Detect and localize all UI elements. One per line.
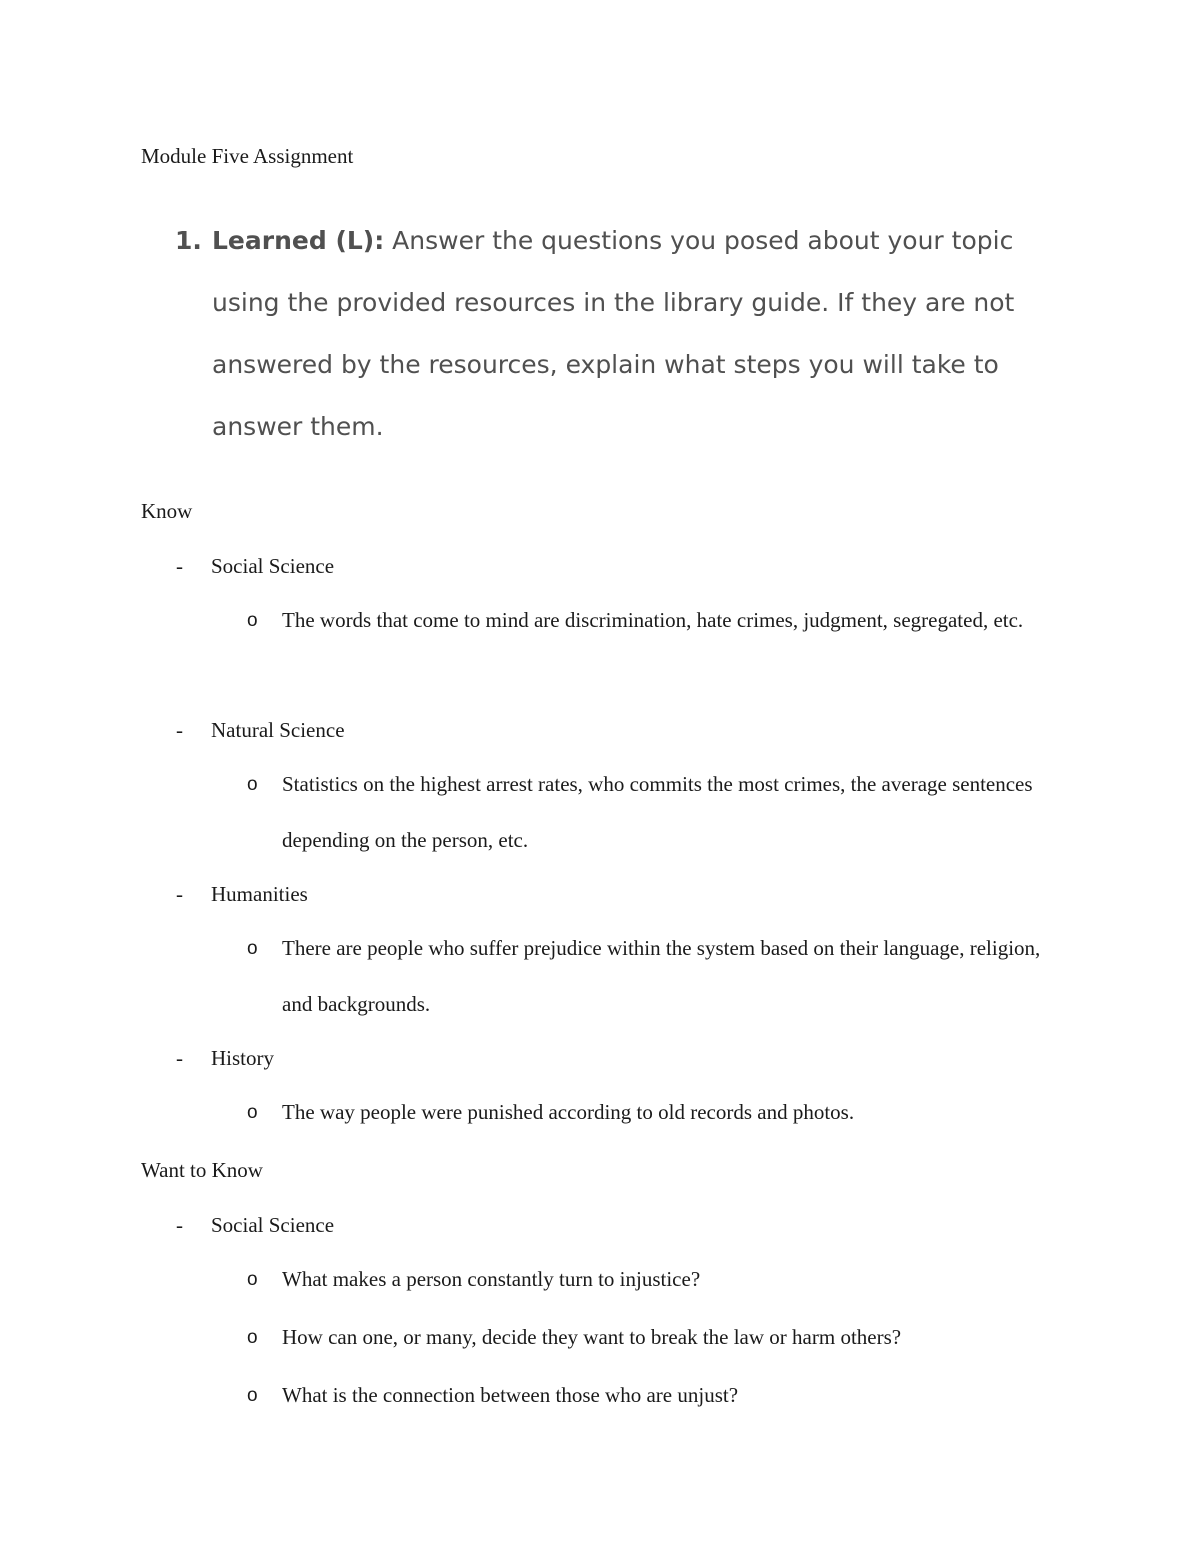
know-sub-item: Statistics on the highest arrest rates, who commits the most crimes, the average sentences depending on the person, etc. (282, 772, 1033, 852)
bullet-marker: o (247, 1327, 258, 1348)
bullet-marker: o (247, 1102, 258, 1123)
know-sub-item: There are people who suffer prejudice within the system based on their language, religion, and backgrounds. (282, 936, 1041, 1016)
question-lead: Learned (L): (212, 226, 385, 255)
know-item-label: Social Science (211, 554, 335, 578)
question-number: 1. (175, 226, 202, 255)
know-sub-item: The words that come to mind are discrimination, hate crimes, judgment, segregated, etc. (282, 608, 1024, 632)
dash-marker: - (176, 1046, 183, 1070)
dash-marker: - (176, 554, 183, 578)
want-sub-item: What makes a person constantly turn to injustice? (282, 1267, 701, 1291)
dash-marker: - (176, 882, 183, 906)
know-item-label: Natural Science (211, 718, 345, 742)
bullet-marker: o (247, 938, 258, 959)
dash-marker: - (176, 1213, 183, 1237)
question-1 (175, 210, 1075, 458)
want-heading: Want to Know (141, 1158, 263, 1182)
bullet-marker: o (247, 1269, 258, 1290)
bullet-marker: o (247, 774, 258, 795)
bullet-marker: o (247, 610, 258, 631)
know-sub-item: The way people were punished according to old records and photos. (282, 1100, 855, 1124)
want-sub-item: How can one, or many, decide they want to break the law or harm others? (282, 1325, 902, 1349)
dash-marker: - (176, 718, 183, 742)
want-sub-item: What is the connection between those who are unjust? (282, 1383, 739, 1407)
know-item-label: Humanities (211, 882, 308, 906)
want-item-label: Social Science (211, 1213, 335, 1237)
know-heading: Know (141, 499, 193, 523)
question-body: Answer the questions you posed about your topic using the provided resources in the library guide. If they are not answered by the resources, explain what steps you will take to answer them. (212, 226, 1015, 441)
document-title: Module Five Assignment (141, 144, 354, 168)
know-item-label: History (211, 1046, 274, 1070)
question-text (212, 210, 1062, 458)
bullet-marker: o (247, 1385, 258, 1406)
